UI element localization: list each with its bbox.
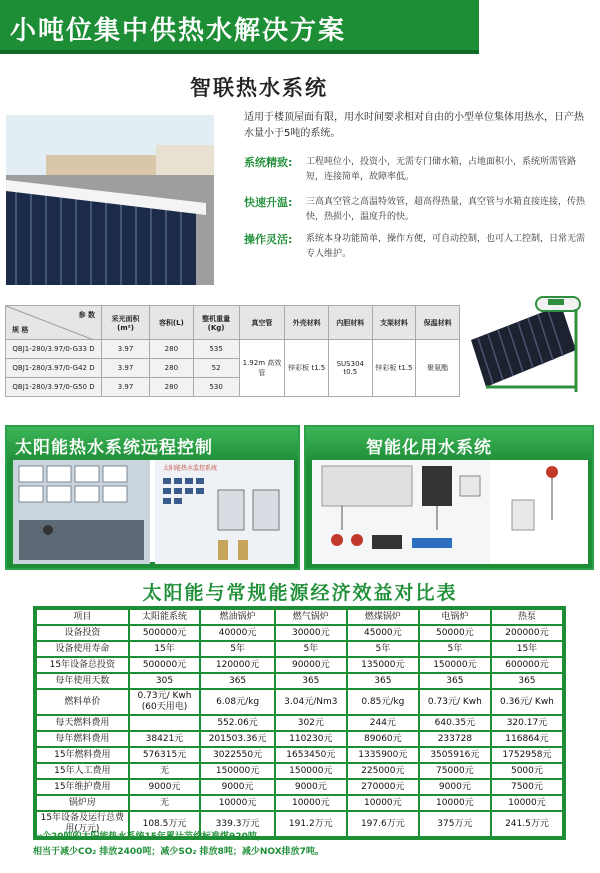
comparison-title: 太阳能与常规能源经济效益对比表 [142, 582, 458, 604]
intro-text: 适用于楼顶屋面有限，用水时间要求相对自由的小型单位集体用热水，日产热水量小于5吨的系统。 [244, 112, 584, 139]
comparison-row-label: 15年设备及运行总费用(万元) [37, 812, 128, 836]
comparison-row-label: 锅炉房 [37, 796, 128, 810]
spec-header-tube: 真空管 [239, 306, 285, 340]
remote-control-title: 太阳能热水系统远程控制 [7, 427, 298, 463]
comparison-row-label: 每年使用天数 [37, 674, 128, 688]
comparison-cell: 无 [130, 796, 200, 810]
comparison-cell: 150000元 [276, 764, 346, 778]
comparison-cell: 10000元 [348, 796, 418, 810]
footer-line-2: 相当于减少CO₂ 排放2400吨；减少SO₂ 排放8吨；减少NOX排放7吨。 [33, 847, 324, 857]
rooftop-solar-photo [6, 115, 214, 285]
spec-header-area: 采光面积 (m²) [102, 306, 150, 340]
comparison-cell: 90000元 [276, 658, 346, 672]
spec-row: QBJ1-280/3.97/0-G50 D 3.97 280 530 [6, 378, 460, 397]
comparison-row [37, 732, 562, 746]
comparison-cell: 365 [348, 674, 418, 688]
feature-label: 快速升温: [244, 196, 293, 209]
comparison-cell: 576315元 [130, 748, 200, 762]
remote-control-panel [5, 425, 300, 570]
comparison-cell: 15年 [130, 642, 200, 656]
comparison-cell: 365 [201, 674, 273, 688]
comparison-cell: 10000元 [276, 796, 346, 810]
comparison-cell: 200000元 [492, 626, 562, 640]
smart-water-title: 智能化用水系统 [306, 427, 592, 463]
comparison-row [37, 764, 562, 778]
comparison-cell: 339.3万元 [201, 812, 273, 836]
comparison-table [33, 606, 566, 840]
spec-header-corner [6, 306, 102, 340]
comparison-cell: 5年 [201, 642, 273, 656]
comparison-cell: 600000元 [492, 658, 562, 672]
feature-label: 操作灵活: [244, 233, 293, 246]
comparison-row-label: 15年设备总投资 [37, 658, 128, 672]
comparison-cell: 10000元 [201, 796, 273, 810]
comparison-cell: 241.5万元 [492, 812, 562, 836]
remote-control-images [13, 460, 292, 562]
comparison-cell: 9000元 [201, 780, 273, 794]
comparison-cell: 201503.36元 [201, 732, 273, 746]
comparison-row-label: 设备投资 [37, 626, 128, 640]
comparison-cell: 365 [492, 674, 562, 688]
spec-header-stand: 支架材料 [372, 306, 416, 340]
comparison-cell: 375万元 [420, 812, 490, 836]
monitor-screen-title: 太阳能热水监控系统 [163, 465, 218, 472]
comparison-cell: 191.2万元 [276, 812, 346, 836]
comparison-cell: 9000元 [130, 780, 200, 794]
comparison-cell: 365 [420, 674, 490, 688]
comparison-cell: 640.35元 [420, 716, 490, 730]
comparison-cell: 150000元 [201, 764, 273, 778]
comparison-cell: 无 [130, 764, 200, 778]
spec-header-param: 参 数 [78, 311, 96, 319]
comparison-cell: 500000元 [130, 626, 200, 640]
spec-header-insulation: 保温材料 [416, 306, 460, 340]
solar-heater-product-image [466, 295, 586, 395]
feature-text: 系统本身功能简单，操作方便，可自动控制，也可人工控制，日常无需专人维护。 [306, 234, 586, 259]
comparison-cell: 89060元 [348, 732, 418, 746]
spec-header-vol: 容积(L) [150, 306, 194, 340]
comparison-cell: 135000元 [348, 658, 418, 672]
comparison-cell: 9000元 [420, 780, 490, 794]
comparison-cell: 305 [130, 674, 200, 688]
spec-header-weight: 整机重量 (Kg) [193, 306, 239, 340]
comparison-cell: 108.5万元 [130, 812, 200, 836]
comparison-row [37, 642, 562, 656]
comparison-row [37, 796, 562, 810]
comparison-row [37, 716, 562, 730]
comparison-row [37, 780, 562, 794]
smart-water-panel [304, 425, 594, 570]
comparison-cell: 225000元 [348, 764, 418, 778]
comparison-cell: 120000元 [201, 658, 273, 672]
comparison-row-label: 燃料单价 [37, 690, 128, 714]
comparison-row-label: 15年维护费用 [37, 780, 128, 794]
comparison-row-label: 15年燃料费用 [37, 748, 128, 762]
comparison-row [37, 626, 562, 640]
spec-header-inner: 内胆材料 [328, 306, 372, 340]
comparison-cell: 197.6万元 [348, 812, 418, 836]
comparison-cell: 500000元 [130, 658, 200, 672]
comparison-cell: 1653450元 [276, 748, 346, 762]
comparison-row [37, 690, 562, 714]
comparison-header-row: 项目 太阳能系统 燃油锅炉 燃气锅炉 燃煤锅炉 电锅炉 热泵 [37, 610, 562, 624]
footer-line-1: 一个20吨的太阳能热水系统15年累计节约标准煤920吨， [33, 832, 266, 842]
comparison-cell: 365 [276, 674, 346, 688]
comparison-cell: 7500元 [492, 780, 562, 794]
comparison-cell: 15年 [492, 642, 562, 656]
comparison-cell [130, 716, 200, 730]
comparison-cell: 3.04元/Nm3 [276, 690, 346, 714]
comparison-cell: 150000元 [420, 658, 490, 672]
comparison-cell: 1335900元 [348, 748, 418, 762]
comparison-cell: 6.08元/kg [201, 690, 273, 714]
comparison-cell: 5000元 [492, 764, 562, 778]
comparison-cell: 320.17元 [492, 716, 562, 730]
comparison-row [37, 658, 562, 672]
comparison-cell: 40000元 [201, 626, 273, 640]
comparison-cell: 244元 [348, 716, 418, 730]
comparison-cell: 10000元 [420, 796, 490, 810]
comparison-cell: 1752958元 [492, 748, 562, 762]
comparison-cell: 9000元 [276, 780, 346, 794]
comparison-cell: 5年 [348, 642, 418, 656]
comparison-cell: 5年 [276, 642, 346, 656]
comparison-cell: 45000元 [348, 626, 418, 640]
comparison-cell: 30000元 [276, 626, 346, 640]
comparison-row-label: 每天燃料费用 [37, 716, 128, 730]
comparison-cell: 75000元 [420, 764, 490, 778]
comparison-cell: 0.73元/ Kwh (60天用电) [130, 690, 200, 714]
spec-header-shell: 外壳材料 [285, 306, 329, 340]
comparison-cell: 110230元 [276, 732, 346, 746]
comparison-cell: 50000元 [420, 626, 490, 640]
spec-table [5, 305, 460, 397]
comparison-row [37, 748, 562, 762]
feature-text: 三高真空管之高温特效管，超高得热量，真空管与水箱直接连接，传热快，热损小，温度升的快。 [306, 197, 586, 222]
feature-text: 工程吨位小，投资小，无需专门储水箱，占地面积小，系统所需管路短，连接简单，故障率低。 [306, 157, 577, 182]
smart-water-images [312, 460, 586, 562]
feature-label: 系统精致: [244, 156, 293, 169]
comparison-cell: 0.85元/kg [348, 690, 418, 714]
comparison-row-label: 15年人工费用 [37, 764, 128, 778]
comparison-cell: 116864元 [492, 732, 562, 746]
banner-title: 小吨位集中供热水解决方案 [10, 16, 347, 46]
comparison-cell: 0.73元/ Kwh [420, 690, 490, 714]
title-banner [0, 0, 479, 54]
comparison-row-label: 每年燃料费用 [37, 732, 128, 746]
footer-note [33, 830, 324, 860]
comparison-cell: 5年 [420, 642, 490, 656]
spec-row: QBJ1-280/3.97/0-G33 D 3.97 280 535 1.92m 高效管 锌彩板 t1.5 SUS304 t0.5 锌彩板 t1.5 聚氨酯 [6, 340, 460, 359]
comparison-row-label: 设备使用寿命 [37, 642, 128, 656]
spec-row: QBJ1-280/3.97/0-G42 D 3.97 280 52 [6, 359, 460, 378]
comparison-row [37, 674, 562, 688]
comparison-cell: 38421元 [130, 732, 200, 746]
comparison-cell: 3505916元 [420, 748, 490, 762]
comparison-cell: 10000元 [492, 796, 562, 810]
comparison-cell: 552.06元 [201, 716, 273, 730]
comparison-cell: 233728 [420, 732, 490, 746]
comparison-cell: 0.36元/ Kwh [492, 690, 562, 714]
comparison-cell: 302元 [276, 716, 346, 730]
spec-header-model: 规 格 [12, 326, 29, 334]
comparison-cell: 270000元 [348, 780, 418, 794]
comparison-cell: 3022550元 [201, 748, 273, 762]
page-subtitle: 智联热水系统 [190, 76, 328, 100]
